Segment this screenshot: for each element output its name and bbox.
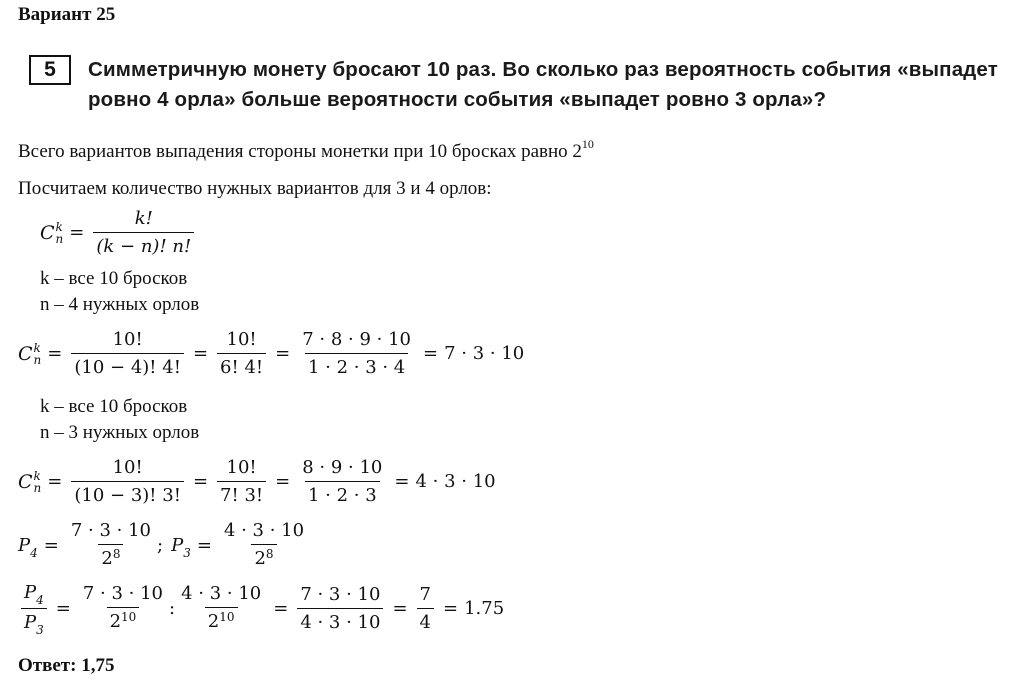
fraction: $\frac{7}{4}$ (417, 584, 434, 633)
fraction: $\frac{7 \cdot 3 \cdot 10}{2^8}$ (70, 520, 151, 569)
probabilities: $P_4$ = $\frac{7 \cdot 3 \cdot 10}{2^8}$ ; $P_3$ = $\frac{4 \cdot 3 \cdot 10}{2^8}$ (18, 520, 310, 571)
fraction: $\frac{10!}{(10 - 4)! 4!}$ (71, 329, 184, 378)
calculation-3-heads: C k n = $\frac{10!}{(10 - 3)! 3!}$ = $\frac{10!}{7! 3!}$ = $\frac{8 \cdot 9 \cdot 10}{1 \cdot 2 \cdot 3}$ = 4 · 3 · 10 (18, 457, 496, 506)
fraction: $\frac{4 \cdot 3 \cdot 10}{2^{10}}$ (181, 583, 262, 632)
solution-paragraph-1 (18, 137, 594, 163)
definition-n-2: n – 3 нужных орлов (40, 422, 200, 443)
p4-symbol: $P_4$ (18, 535, 38, 560)
fraction: $\frac{4 \cdot 3 \cdot 10}{2^8}$ (223, 520, 305, 569)
fraction: $\frac{7 \cdot 3 \cdot 10}{4 \cdot 3 \cdot 10}$ (297, 584, 383, 633)
task-text-line-1: Симметричную монету бросают 10 раз. Во сколько раз вероятность события «выпадет (88, 58, 998, 81)
combination-symbol: C k n (18, 340, 42, 367)
fraction: $\frac{10!}{(10 - 3)! 3!}$ (71, 457, 184, 506)
task-number-box (29, 55, 71, 85)
p3-symbol: $P_3$ (171, 535, 191, 560)
combination-formula: C k n = $\frac{k!}{(k - n)! n!}$ (40, 208, 197, 257)
definition-k-2: k – все 10 бросков (40, 396, 188, 417)
ratio-result: 1.75 (464, 598, 505, 619)
formula-fraction: $\frac{k!}{(k - n)! n!}$ (93, 208, 194, 257)
fraction: $\frac{10!}{6! 4!}$ (217, 329, 266, 378)
calc3-result: 4 · 3 · 10 (415, 471, 496, 492)
combination-symbol: C k n (40, 219, 64, 246)
fraction: $\frac{7 \cdot 8 \cdot 9 \cdot 10}{1 \cdot 2 \cdot 3 \cdot 4}$ (302, 329, 411, 378)
combination-symbol: C k n (18, 468, 42, 495)
task-text-line-2: ровно 4 орла» больше вероятности события «выпадет ровно 3 орла»? (88, 88, 827, 111)
ratio-symbol: $\frac{P_4}{P_3}$ (21, 582, 47, 635)
page-title: Вариант 25 (18, 4, 116, 25)
power-exponent: 10 (581, 137, 594, 151)
definition-n-1: n – 4 нужных орлов (40, 294, 200, 315)
probability-ratio: $\frac{P_4}{P_3}$ = $\frac{7 \cdot 3 \cdot 10}{2^{10}}$ : $\frac{4 \cdot 3 \cdot 10}{2^{10}}$ = $\frac{7 \cdot 3 \cdot 10}{4 \cdot 3 \cdot 10}$ = $\frac{7}{4}$ = 1.75 (18, 582, 504, 635)
calc4-result: 7 · 3 · 10 (444, 343, 525, 364)
solution-paragraph-2: Посчитаем количество нужных вариантов для 3 и 4 орлов: (18, 178, 492, 199)
definition-k-1: k – все 10 бросков (40, 268, 188, 289)
calculation-4-heads: C k n = $\frac{10!}{(10 - 4)! 4!}$ = $\frac{10!}{6! 4!}$ = $\frac{7 \cdot 8 \cdot 9 \cdot 10}{1 \cdot 2 \cdot 3 \cdot 4}$ = 7 · 3 · 10 (18, 329, 525, 378)
task-number: 5 (44, 58, 56, 81)
final-answer: Ответ: 1,75 (18, 655, 115, 676)
fraction: $\frac{8 \cdot 9 \cdot 10}{1 \cdot 2 \cdot 3}$ (302, 457, 383, 506)
fraction: $\frac{7 \cdot 3 \cdot 10}{2^{10}}$ (82, 583, 163, 632)
fraction: $\frac{10!}{7! 3!}$ (217, 457, 266, 506)
total-variants-text: Всего вариантов выпадения стороны монетки при 10 бросках равно 2 (18, 141, 582, 162)
